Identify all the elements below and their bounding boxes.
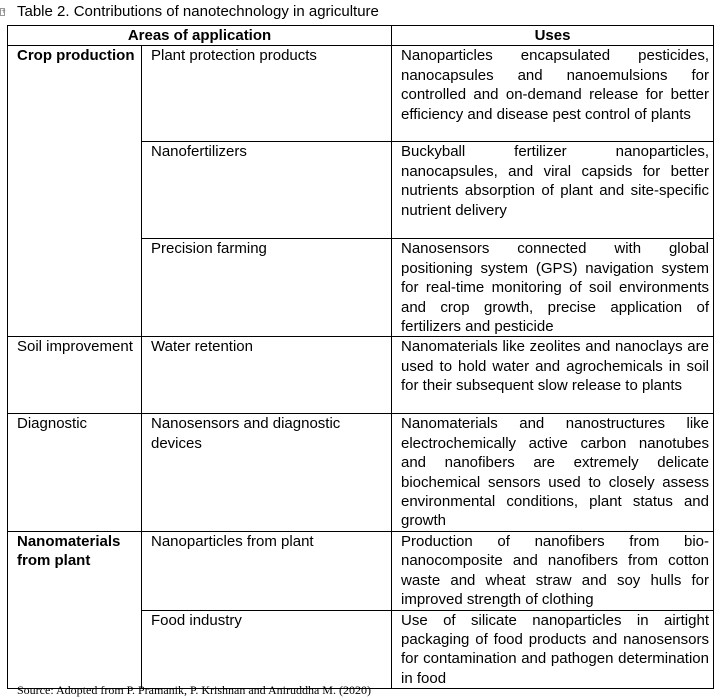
subarea-cell: Nanosensors and diagnostic devices bbox=[142, 414, 392, 531]
uses-cell: Production of nanofibers from bio-nanocomposite and nanofibers from cotton waste and wheat straw and soy hulls for improved strength of clothing bbox=[392, 531, 714, 610]
area-cell: Diagnostic bbox=[8, 414, 142, 531]
header-areas: Areas of application bbox=[8, 26, 392, 46]
table-caption: Table 2. Contributions of nanotechnology in agriculture bbox=[17, 3, 379, 20]
subarea-cell: Food industry bbox=[142, 610, 392, 689]
table-move-handle-icon[interactable]: + bbox=[1, 8, 7, 15]
subarea-cell: Precision farming bbox=[142, 239, 392, 337]
uses-cell: Nanomaterials and nanostructures like electrochemically active carbon nanotubes and nanofibers are extremely delicate biochemical sensors used to closely assess environmental conditions, plant status and growth bbox=[392, 414, 714, 531]
subarea-cell: Water retention bbox=[142, 337, 392, 414]
subarea-cell: Nanoparticles from plant bbox=[142, 531, 392, 610]
agriculture-nanotech-table bbox=[7, 25, 714, 689]
uses-cell: Buckyball fertilizer nanoparticles, nanocapsules, and viral capsids for better nutrients absorption of plant and site-specific nutrient delivery bbox=[392, 142, 714, 239]
table-row bbox=[8, 337, 714, 414]
uses-cell: Use of silicate nanoparticles in airtight packaging of food products and nanosensors for contamination and pathogen determination in food bbox=[392, 610, 714, 689]
uses-cell: Nanosensors connected with global positioning system (GPS) navigation system for real-time monitoring of soil environments and crop growth, precise application of fertilizers and pesticide bbox=[392, 239, 714, 337]
table-row bbox=[8, 46, 714, 142]
table-header-row bbox=[8, 26, 714, 46]
area-cell: Crop production bbox=[8, 46, 142, 337]
area-cell: Nanomaterials from plant bbox=[8, 531, 142, 688]
table-row bbox=[8, 531, 714, 610]
area-cell: Soil improvement bbox=[8, 337, 142, 414]
uses-cell: Nanomaterials like zeolites and nanoclays are used to hold water and agrochemicals in soil for their subsequent slow release to plants bbox=[392, 337, 714, 414]
source-note: Source: Adopted from P. Pramanik, P. Krishnan and Aniruddha M. (2020) bbox=[17, 683, 371, 697]
subarea-cell: Nanofertilizers bbox=[142, 142, 392, 239]
uses-cell: Nanoparticles encapsulated pesticides, nanocapsules and nanoemulsions for controlled and on-demand release for better efficiency and disease pest control of plants bbox=[392, 46, 714, 142]
header-uses: Uses bbox=[392, 26, 714, 46]
subarea-cell: Plant protection products bbox=[142, 46, 392, 142]
table-row bbox=[8, 414, 714, 531]
